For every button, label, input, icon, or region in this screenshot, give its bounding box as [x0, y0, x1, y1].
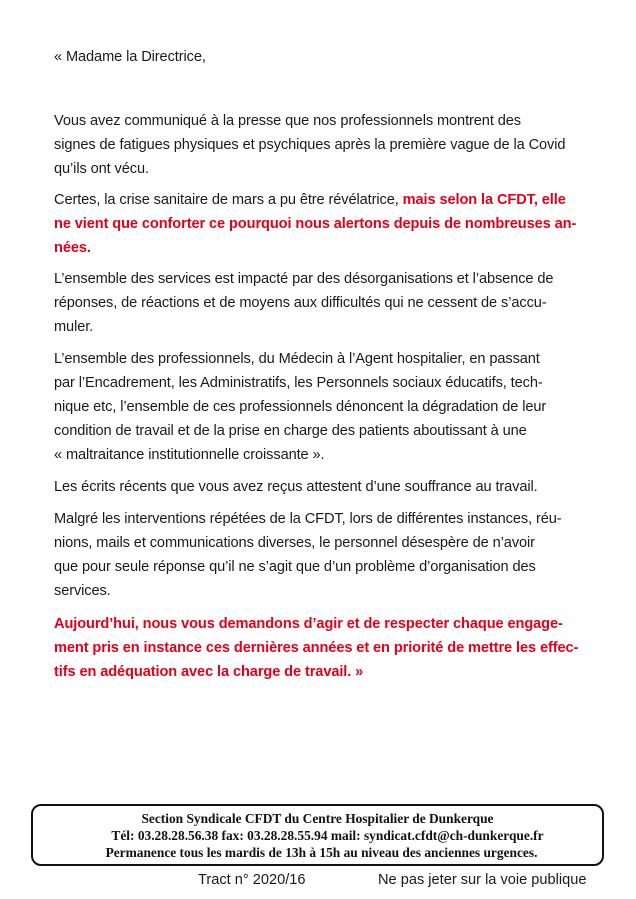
paragraph-line: réponses, de réactions et de moyens aux difficultés qui ne cessent de s’accu- — [54, 295, 547, 311]
contact-info: Tél: 03.28.28.56.38 fax: 03.28.28.55.94 mail: syndicat.cfdt@ch-dunkerque.fr — [111, 828, 544, 843]
tract-number: Tract n° 2020/16 — [198, 872, 306, 888]
paragraph-line: par l’Encadrement, les Administratifs, les Personnels sociaux éducatifs, tech- — [54, 375, 543, 391]
paragraph-line: muler. — [54, 319, 94, 335]
plain-text: Certes, la crise sanitaire de mars a pu être révélatrice, — [54, 192, 403, 208]
highlight-line: nées. — [54, 240, 91, 256]
paragraph-line — [54, 190, 566, 210]
highlight-line: ment pris en instance ces dernières années et en priorité de mettre les effec- — [54, 640, 579, 656]
contact-box — [31, 804, 604, 866]
paragraph-line: nions, mails et communications diverses, le personnel désespère de n’avoir — [54, 535, 535, 551]
permanence-info: Permanence tous les mardis de 13h à 15h au niveau des anciennes urgences. — [105, 845, 538, 860]
paragraph-line: Vous avez communiqué à la presse que nos professionnels montrent des — [54, 113, 521, 129]
salutation: « Madame la Directrice, — [54, 49, 206, 65]
highlight-line: tifs en adéquation avec la charge de travail. » — [54, 664, 364, 680]
paragraph-line: services. — [54, 583, 111, 599]
paragraph-line: nique etc, l’ensemble de ces professionnels dénoncent la dégradation de leur — [54, 399, 547, 415]
highlight-text: mais selon la CFDT, elle — [402, 192, 566, 208]
paragraph-line: L’ensemble des services est impacté par des désorganisations et l’absence de — [54, 271, 554, 287]
paragraph-line: condition de travail et de la prise en charge des patients aboutissant à une — [54, 423, 527, 439]
paragraph-line: « maltraitance institutionnelle croissante ». — [54, 447, 325, 463]
highlight-line: Aujourd’hui, nous vous demandons d’agir et de respecter chaque engage- — [54, 616, 563, 632]
paragraph-line: signes de fatigues physiques et psychiques après la première vague de la Covid — [54, 137, 566, 153]
paragraph-line: qu’ils ont vécu. — [54, 161, 149, 177]
paragraph-line: L’ensemble des professionnels, du Médecin à l’Agent hospitalier, en passant — [54, 351, 540, 367]
highlight-line: ne vient que conforter ce pourquoi nous alertons depuis de nombreuses an- — [54, 216, 577, 232]
public-notice: Ne pas jeter sur la voie publique — [378, 872, 587, 888]
paragraph-line: Les écrits récents que vous avez reçus attestent d’une souffrance au travail. — [54, 479, 538, 495]
paragraph-line: Malgré les interventions répétées de la CFDT, lors de différentes instances, réu- — [54, 511, 562, 527]
paragraph-line: que pour seule réponse qu’il ne s’agit que d’un problème d’organisation des — [54, 559, 536, 575]
union-section-name: Section Syndicale CFDT du Centre Hospitalier de Dunkerque — [141, 811, 494, 826]
